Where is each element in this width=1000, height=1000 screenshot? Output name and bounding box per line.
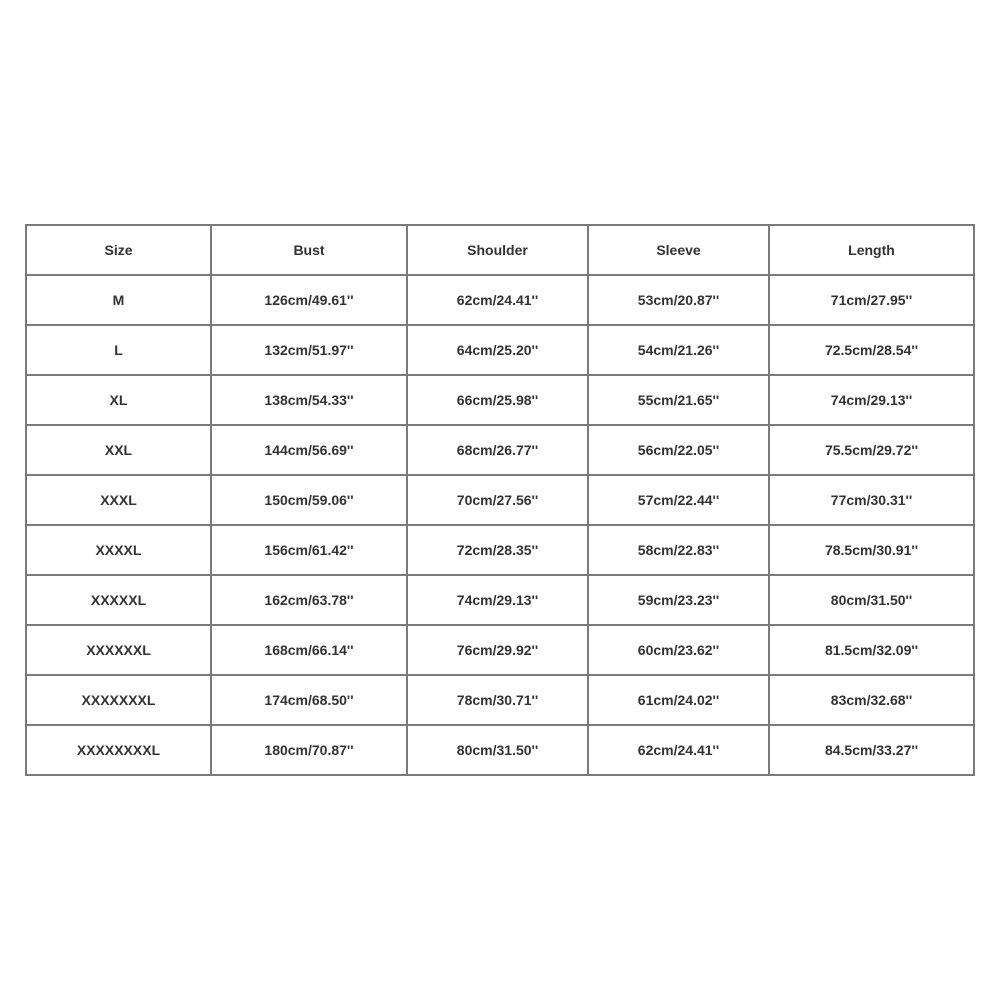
table-row (26, 675, 974, 725)
size-cell: XXXXXL (26, 575, 211, 625)
size-cell: XXXXXXL (26, 625, 211, 675)
shoulder-cell: 70cm/27.56'' (407, 475, 588, 525)
size-cell: M (26, 275, 211, 325)
bust-cell: 132cm/51.97'' (211, 325, 407, 375)
bust-cell: 168cm/66.14'' (211, 625, 407, 675)
header-sleeve: Sleeve (588, 225, 769, 275)
table-header-row (26, 225, 974, 275)
size-cell: L (26, 325, 211, 375)
shoulder-cell: 80cm/31.50'' (407, 725, 588, 775)
shoulder-cell: 74cm/29.13'' (407, 575, 588, 625)
bust-cell: 180cm/70.87'' (211, 725, 407, 775)
sleeve-cell: 54cm/21.26'' (588, 325, 769, 375)
shoulder-cell: 72cm/28.35'' (407, 525, 588, 575)
length-cell: 71cm/27.95'' (769, 275, 974, 325)
bust-cell: 162cm/63.78'' (211, 575, 407, 625)
table-row (26, 325, 974, 375)
table-row (26, 525, 974, 575)
shoulder-cell: 68cm/26.77'' (407, 425, 588, 475)
table-row (26, 475, 974, 525)
size-cell: XXL (26, 425, 211, 475)
length-cell: 75.5cm/29.72'' (769, 425, 974, 475)
size-chart-table (25, 224, 975, 776)
sleeve-cell: 53cm/20.87'' (588, 275, 769, 325)
shoulder-cell: 66cm/25.98'' (407, 375, 588, 425)
bust-cell: 156cm/61.42'' (211, 525, 407, 575)
bust-cell: 138cm/54.33'' (211, 375, 407, 425)
header-bust: Bust (211, 225, 407, 275)
sleeve-cell: 56cm/22.05'' (588, 425, 769, 475)
length-cell: 81.5cm/32.09'' (769, 625, 974, 675)
size-cell: XXXXXXXL (26, 675, 211, 725)
header-size: Size (26, 225, 211, 275)
sleeve-cell: 57cm/22.44'' (588, 475, 769, 525)
shoulder-cell: 76cm/29.92'' (407, 625, 588, 675)
table-body (26, 275, 974, 775)
bust-cell: 144cm/56.69'' (211, 425, 407, 475)
size-cell: XXXL (26, 475, 211, 525)
size-cell: XXXXXXXXL (26, 725, 211, 775)
length-cell: 72.5cm/28.54'' (769, 325, 974, 375)
header-shoulder: Shoulder (407, 225, 588, 275)
table-row (26, 725, 974, 775)
sleeve-cell: 61cm/24.02'' (588, 675, 769, 725)
length-cell: 83cm/32.68'' (769, 675, 974, 725)
length-cell: 80cm/31.50'' (769, 575, 974, 625)
table-row (26, 425, 974, 475)
size-cell: XL (26, 375, 211, 425)
table-row (26, 575, 974, 625)
size-cell: XXXXL (26, 525, 211, 575)
bust-cell: 174cm/68.50'' (211, 675, 407, 725)
sleeve-cell: 59cm/23.23'' (588, 575, 769, 625)
length-cell: 84.5cm/33.27'' (769, 725, 974, 775)
bust-cell: 150cm/59.06'' (211, 475, 407, 525)
shoulder-cell: 78cm/30.71'' (407, 675, 588, 725)
sleeve-cell: 55cm/21.65'' (588, 375, 769, 425)
table-row (26, 625, 974, 675)
sleeve-cell: 62cm/24.41'' (588, 725, 769, 775)
header-length: Length (769, 225, 974, 275)
length-cell: 78.5cm/30.91'' (769, 525, 974, 575)
table-row (26, 375, 974, 425)
length-cell: 74cm/29.13'' (769, 375, 974, 425)
length-cell: 77cm/30.31'' (769, 475, 974, 525)
bust-cell: 126cm/49.61'' (211, 275, 407, 325)
shoulder-cell: 62cm/24.41'' (407, 275, 588, 325)
table-row (26, 275, 974, 325)
shoulder-cell: 64cm/25.20'' (407, 325, 588, 375)
sleeve-cell: 58cm/22.83'' (588, 525, 769, 575)
sleeve-cell: 60cm/23.62'' (588, 625, 769, 675)
